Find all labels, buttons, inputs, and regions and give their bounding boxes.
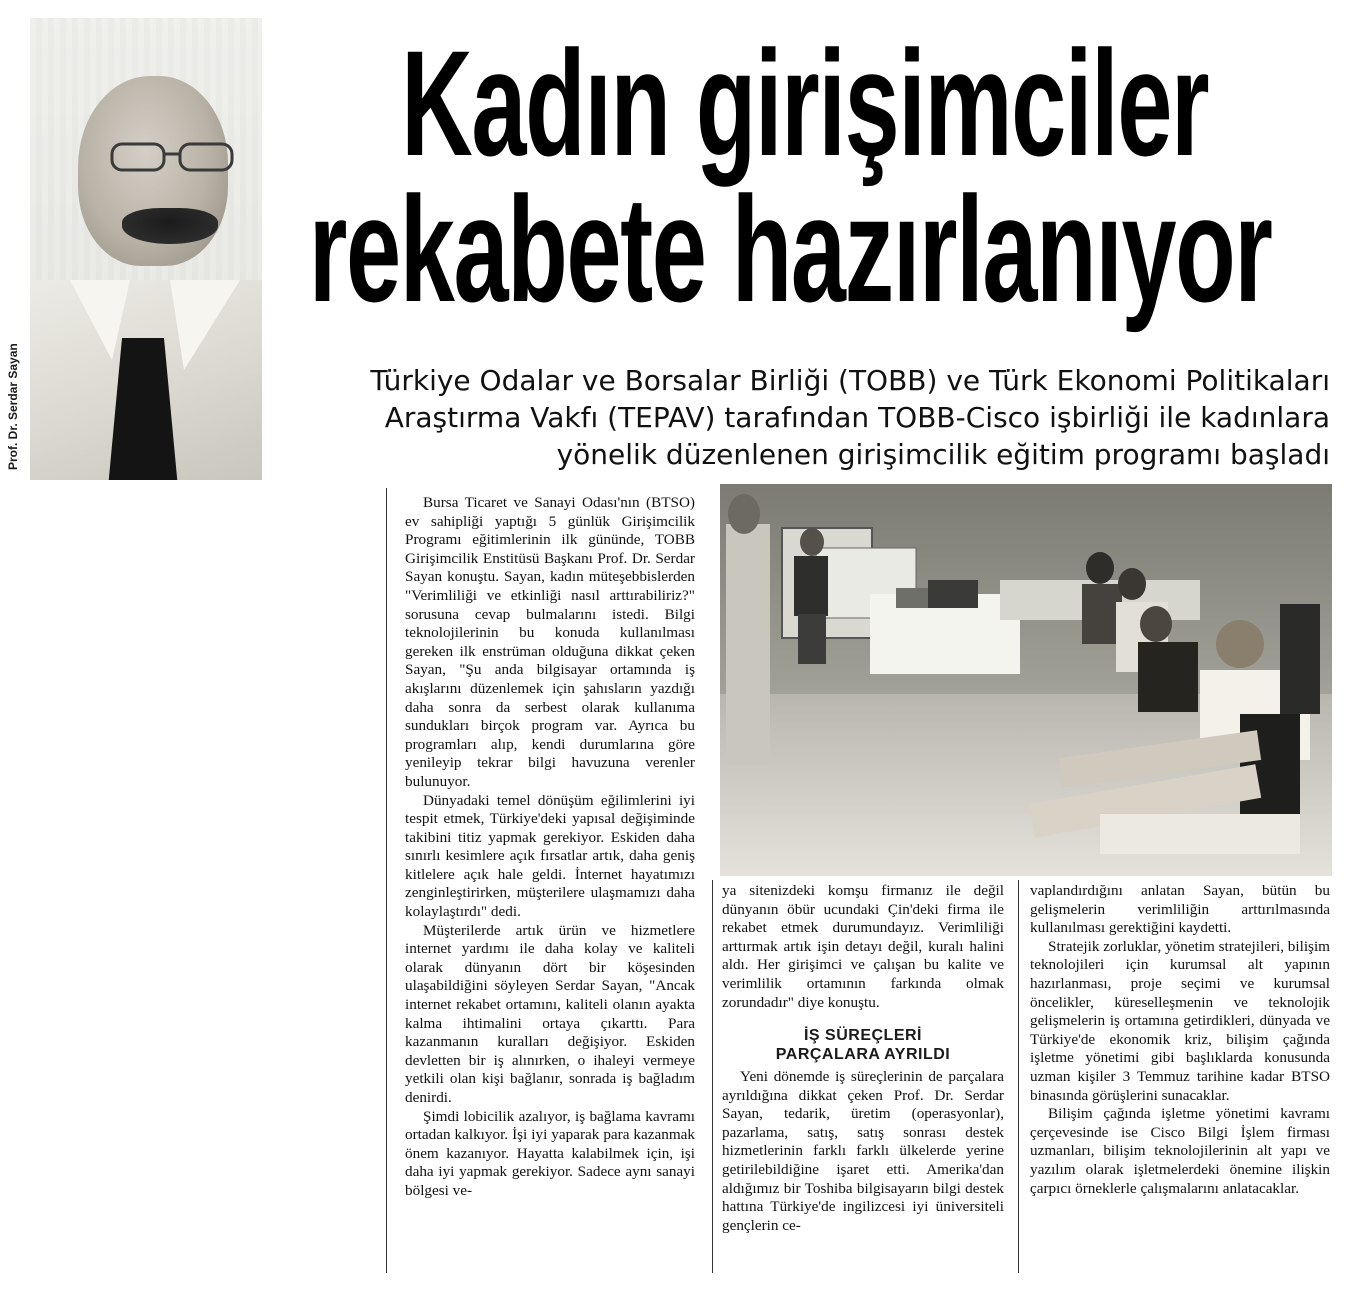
headline	[308, 19, 1272, 333]
portrait-photo	[30, 18, 262, 280]
headline-line-1: Kadın girişimciler	[401, 19, 1209, 187]
paragraph: Stratejik zorluklar, yönetim stratejileri, bilişim teknolojileri için kurumsal alt yapının hazırlanması, proje seçimi ve kurumsal öncelikler, küreselleşmenin ve teknolojik gelişmelerin iş ortamına getirdikleri, dünyada ve Türkiye'de ekonomik kriz, bilişim çağında işletme yönetimi gibi başlıklarda konusunda uzman kişiler 3 Temmuz tarihine kadar BTSO binasında görüşlerini sunacaklar.	[1030, 937, 1330, 1104]
body-column-1	[405, 494, 695, 1201]
portrait-caption: Prof. Dr. Serdar Sayan	[6, 343, 20, 470]
paragraph: Müşterilerde artık ürün ve hizmetlere internet yardımı ile daha kolay ve kaliteli olarak dünyanın dört bir köşesinden ulaşabildiğini söyleyen Serdar Sayan, "Ancak internet rekabet ortamını, kaliteli olanın ayakta kalma ihtimalini ortaya çıkarttı. Para kazanmanın kuralları değişiyor. Eskiden devletten bir iş alınırken, o ihaleyi vermeye yetkili olan kişi bağlanır, sonrada iş bağladım denirdi.	[405, 921, 695, 1106]
portrait-moustache	[122, 208, 218, 244]
column-rule-left	[386, 488, 387, 1273]
paragraph: ya sitenizdeki komşu firmanız ile değil dünyanın öbür ucundaki Çin'deki firma ile rekabet etmek durumundayız. Verimliliği arttırmak artık işin detayı değil, kuralı halini aldı. Her girişimci ve çalışan bu kalite ve verimlilik ortamının farkında olmak zorundadır" diye konuştu.	[722, 882, 1004, 1011]
paragraph: Dünyadaki temel dönüşüm eğilimlerini iyi tespit etmek, Türkiye'deki yapısal değişiminde takibini titiz yapmak gerekiyor. Eskiden daha sınırlı kesimlere açık fırsatlar artık, daha geniş kitlelere açık hale geldi. İnternet hayatımızı zenginleştirirken, müşterilere ulaşmamızı daha kolaylaştırdı" dedi.	[405, 791, 695, 921]
headline-line-2: rekabete hazırlanıyor	[308, 165, 1272, 333]
column-rule-middle	[712, 880, 713, 1273]
body-column-2	[722, 882, 1004, 1012]
paragraph: vaplandırdığını anlatan Sayan, bütün bu gelişmelerin verimliliğin arttırılmasında kullanılması gerektiğini kaydetti.	[1030, 882, 1330, 937]
deck-line-1: Türkiye Odalar ve Borsalar Birliği (TOBB) ve Türk Ekonomi Politikaları	[370, 364, 1330, 397]
classroom-photo	[720, 484, 1332, 876]
paragraph: Şimdi lobicilik azalıyor, iş bağlama kavramı ortadan kalkıyor. İşi iyi yaparak para kazanmak önem kazanıyor. Hayatta kalabilmek için, işi daha iyi yapmak gerekiyor. Sadece aynı sanayi bölgesi ve-	[405, 1107, 695, 1199]
paragraph: Bursa Ticaret ve Sanayi Odası'nın (BTSO) ev sahipliği yaptığı 5 günlük Girişimcilik Programı eğitimlerinin ilk gününde, TOBB Girişimcilik Enstitüsü Başkanı Prof. Dr. Serdar Sayan konuştu. Sayan, kadın müteşebbislerden "Verimliliği ve etkinliği nasıl arttırabiliriz?" sorusuna cevap bulmalarını istedi. Bilgi teknolojilerinin bu konuda kullanılması gereken ilk enstrüman olduğuna dikkat çeken Sayan, "Şu anda bilgisayar ortamında iş akışlarını düzenlemek için şahısların yazdığı daha sonra da serbest olarak kullanıma sundukları birçok program var. Ayrıca bu programları alıp, kendi durumlarına göre yenileyip tekrar bilgi havuzuna verenler bulunuyor.	[405, 494, 695, 790]
column-rule-right	[1018, 880, 1019, 1273]
glasses-shape	[108, 138, 238, 174]
deck-line-3: yönelik düzenlenen girişimcilik eğitim programı başladı	[556, 438, 1330, 471]
deck	[240, 362, 1330, 473]
deck-line-2: Araştırma Vakfı (TEPAV) tarafından TOBB-Cisco işbirliği ile kadınlara	[384, 401, 1330, 434]
subheading-line-1: İŞ SÜREÇLERİ	[803, 1027, 922, 1044]
paragraph: Yeni dönemde iş süreçlerinin de parçalara ayrıldığına dikkat çeken Prof. Dr. Serdar Sayan, tedarik, üretim (operasyonlar), pazarlama, satış, satış sonrası destek hizmetlerinin farklı farklı ülkelerde yerine getirilebildiğine işaret etti. Amerika'dan aldığımız bir Toshiba bilgisayarın bilgi destek hattına Türkiye'de ingilizcesi iyi üniversiteli gençlerin ce-	[722, 1068, 1004, 1234]
portrait-torso	[30, 280, 262, 480]
subheading-line-2: PARÇALARA AYRILDI	[775, 1046, 951, 1063]
body-column-2-lower	[722, 1068, 1004, 1235]
classroom-scene	[720, 484, 1332, 876]
paragraph: Bilişim çağında işletme yönetimi kavramı çerçevesinde ise Cisco Bilgi İşlem firması uzmanları, bilişim teknolojilerinin alt yapı ve yazılım olarak işletmelerdeki önemine ilişkin çarpıcı örneklerle çalışmalarını anlatacaklar.	[1030, 1105, 1330, 1197]
body-column-3	[1030, 882, 1330, 1198]
subheading	[722, 1026, 1004, 1064]
